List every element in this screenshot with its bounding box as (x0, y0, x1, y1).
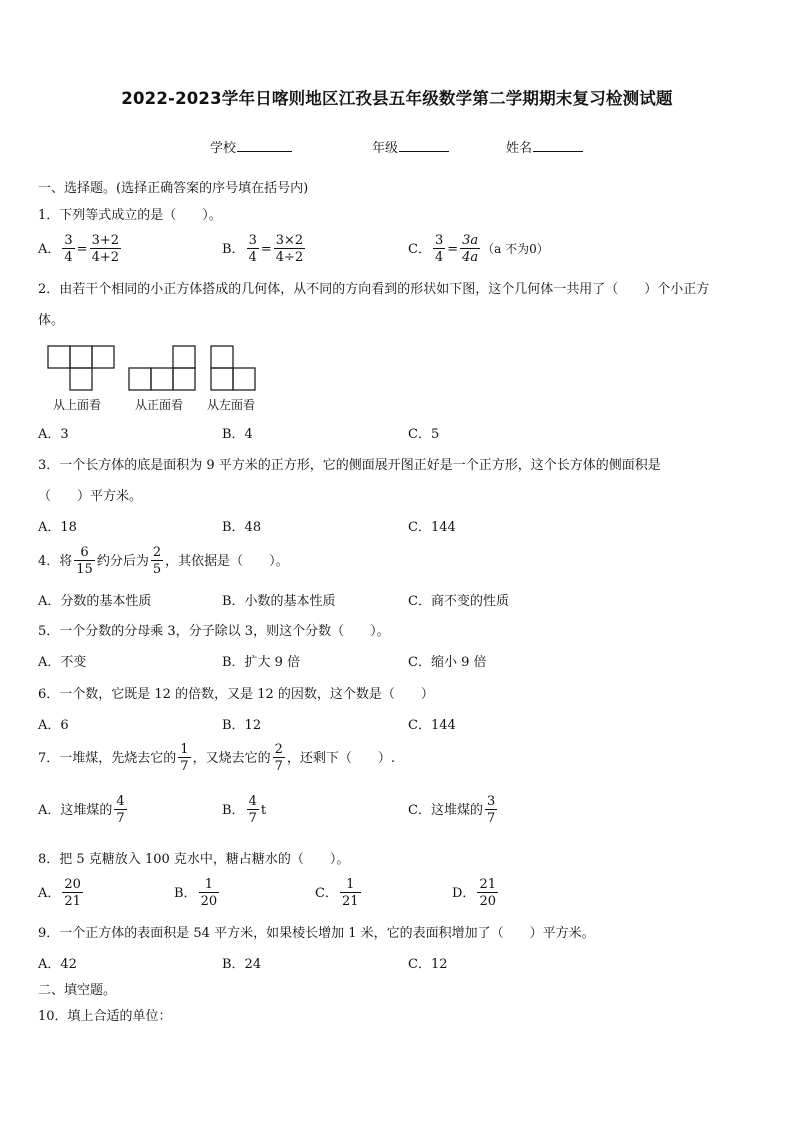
view-label-front: 从正面看 (135, 398, 184, 412)
q5-option-a[interactable]: A．不变 (38, 655, 87, 670)
q4-option-c[interactable]: C．商不变的性质 (408, 594, 509, 609)
square (70, 346, 92, 368)
name-field (506, 142, 583, 155)
q3-option-a[interactable]: A．18 (38, 520, 77, 535)
fraction: $\frac{1}{7}$ (180, 742, 189, 774)
q2-option-a[interactable]: A．3 (38, 427, 69, 442)
square (173, 368, 195, 390)
square (173, 346, 195, 368)
q8-stem: 8．把 5 克糖放入 100 克水中，糖占糖水的（ ）。 (38, 852, 350, 867)
q5-stem: 5．一个分数的分母乘 3，分子除以 3，则这个分数（ ）。 (38, 624, 390, 639)
name-label: 姓名 (506, 141, 533, 156)
q2-stem-line1: 2．由若干个相同的小正方体搭成的几何体，从不同的方向看到的形状如下图，这个几何体一共用了（ ）个小正方 (38, 282, 710, 297)
q4-stem: 4．将 $\frac{6}{15}$ 约分后为 $\frac{2}{5}$ ，其依据是（ ）。 (38, 545, 289, 577)
fraction: $\frac{6}{15}$ (76, 545, 93, 577)
q1-option-c[interactable]: C． $\frac{3}{4}$ = $\frac{3a}{4a}$ （a 不为0） (408, 233, 549, 265)
q7-option-a[interactable]: A．这堆煤的 $\frac{4}{7}$ (38, 794, 125, 826)
q5-option-c[interactable]: C．缩小 9 倍 (408, 655, 487, 670)
q3-stem-line2: （ ）平方米。 (38, 489, 143, 504)
fraction: $\frac{3}{4}$ (248, 233, 257, 265)
q6-option-b[interactable]: B．12 (222, 718, 262, 733)
q7-stem: 7．一堆煤，先烧去它的 $\frac{1}{7}$ ，又烧去它的 $\frac{2}{7}$ ，还剩下（ ）. (38, 742, 395, 774)
grade-blank[interactable] (399, 150, 449, 152)
grade-label: 年级 (372, 141, 399, 156)
fraction: $\frac{2}{5}$ (152, 545, 162, 577)
square (129, 368, 151, 390)
square (233, 368, 255, 390)
fraction: $\frac{3+2}{4+2}$ (91, 233, 120, 265)
fraction: $\frac{1}{21}$ (341, 877, 359, 909)
fraction: $\frac{20}{21}$ (64, 877, 81, 909)
fraction: $\frac{3}{4}$ (64, 233, 73, 265)
page-title: 2022-2023学年日喀则地区江孜县五年级数学第二学期期末复习检测试题 (121, 89, 673, 108)
q7-option-b[interactable]: B． $\frac{4}{7}$ t (222, 794, 267, 826)
square (211, 346, 233, 368)
section-1-heading: 一、选择题。(选择正确答案的序号填在括号内) (38, 181, 309, 196)
fraction: $\frac{3\times 2}{4\div 2}$ (275, 233, 304, 265)
q5-option-b[interactable]: B．扩大 9 倍 (222, 655, 301, 670)
q9-stem: 9．一个正方体的表面积是 54 平方米，如果棱长增加 1 米，它的表面积增加了（ ）平方米。 (38, 926, 595, 941)
q8-option-d[interactable]: D． $\frac{21}{20}$ (452, 877, 496, 909)
fraction: $\frac{4}{7}$ (116, 794, 125, 826)
section-2-heading: 二、填空题。 (38, 983, 117, 998)
q3-option-c[interactable]: C．144 (408, 520, 456, 535)
square (92, 346, 114, 368)
fraction: $\frac{1}{20}$ (200, 877, 218, 909)
q9-option-a[interactable]: A．42 (38, 957, 77, 972)
view-label-left: 从左面看 (207, 398, 256, 412)
q9-option-b[interactable]: B．24 (222, 957, 262, 972)
grade-field (372, 142, 449, 155)
q6-option-c[interactable]: C．144 (408, 718, 456, 733)
q2-option-c[interactable]: C．5 (408, 427, 440, 442)
fraction: $\frac{3}{4}$ (434, 233, 444, 265)
name-blank[interactable] (533, 150, 583, 152)
view-label-top: 从上面看 (53, 398, 102, 412)
q6-option-a[interactable]: A．6 (38, 718, 69, 733)
q7-option-c[interactable]: C．这堆煤的 $\frac{3}{7}$ (408, 794, 496, 826)
fraction: $\frac{2}{7}$ (274, 742, 283, 774)
fraction: $\frac{3}{7}$ (486, 794, 496, 826)
q8-option-b[interactable]: B． $\frac{1}{20}$ (174, 877, 218, 909)
square (151, 368, 173, 390)
q3-option-b[interactable]: B．48 (222, 520, 262, 535)
square (70, 368, 92, 390)
q10-stem: 10．填上合适的单位： (38, 1009, 172, 1024)
q1-option-b[interactable]: B． $\frac{3}{4}$ = $\frac{3\times 2}{4\div 2}$ (222, 233, 304, 265)
q2-option-b[interactable]: B．4 (222, 427, 253, 442)
fraction: $\frac{4}{7}$ (248, 794, 257, 826)
square (211, 368, 233, 390)
q8-option-a[interactable]: A． $\frac{20}{21}$ (38, 877, 81, 909)
q3-stem-line1: 3．一个长方体的底是面积为 9 平方米的正方形，它的侧面展开图正好是一个正方形，这个长方体的侧面积是 (38, 458, 661, 473)
fraction: $\frac{21}{20}$ (479, 877, 496, 909)
q1-option-a[interactable]: A． $\frac{3}{4}$ = $\frac{3+2}{4+2}$ (38, 233, 120, 265)
q8-option-c[interactable]: C． $\frac{1}{21}$ (315, 877, 359, 909)
q9-option-c[interactable]: C．12 (408, 957, 448, 972)
square (48, 346, 70, 368)
school-field (210, 142, 292, 155)
q1-stem: 1．下列等式成立的是（ ）。 (38, 208, 222, 223)
q2-stem-line2: 体。 (38, 313, 65, 328)
q6-stem: 6．一个数，它既是 12 的倍数，又是 12 的因数，这个数是（ ） (38, 687, 434, 702)
school-label: 学校 (210, 141, 237, 156)
q4-option-a[interactable]: A．分数的基本性质 (38, 594, 152, 609)
q4-option-b[interactable]: B．小数的基本性质 (222, 594, 336, 609)
fraction: $\frac{3a}{4a}$ (462, 233, 479, 265)
school-blank[interactable] (237, 150, 292, 152)
